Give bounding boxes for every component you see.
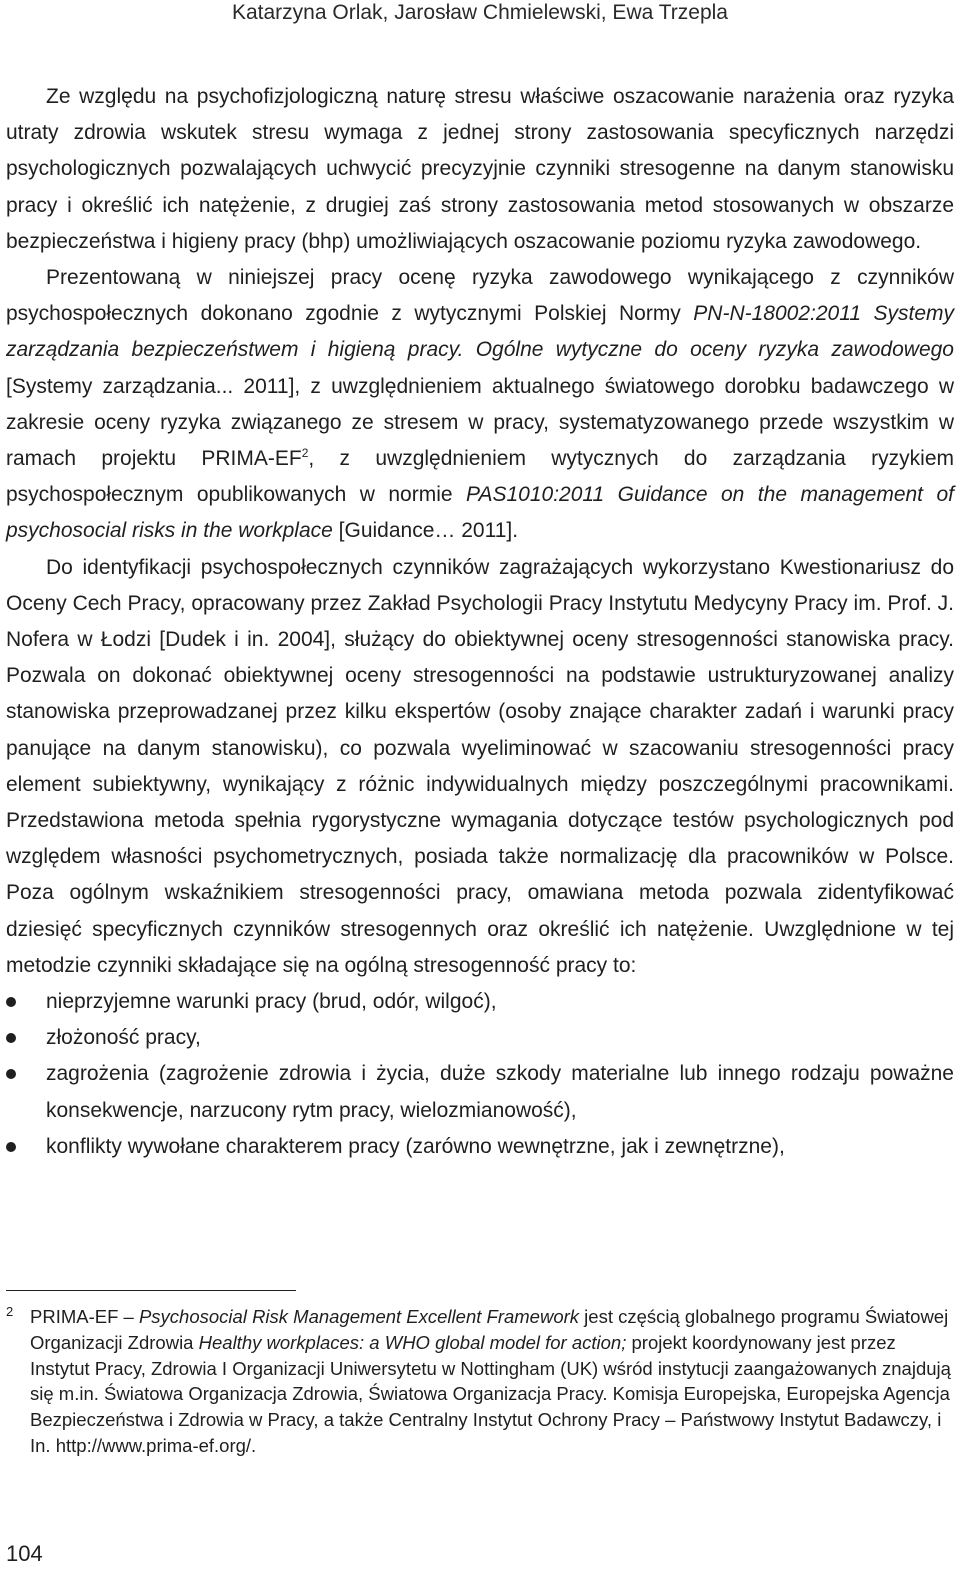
paragraph-1: Ze względu na psychofizjologiczną naturę stresu właściwe oszacowanie narażenia oraz ryzyka utraty zdrowia wskutek stresu wymaga z jednej strony zastosowania specyficznych narzędzi psychologicznych pozwalających uchwycić precyzyjnie czynniki stresogenne na danym stanowisku pracy i określić ich natężenie, z drugiej zaś strony zastosowania metod stosowanych w obszarze bezpieczeństwa i higieny pracy (bhp) umożliwiających oszacowanie poziomu ryzyka zawodowego. (6, 85, 954, 253)
paragraph-2 (6, 260, 954, 550)
list-item-text: zagrożenia (zagrożenie zdrowia i życia, duże szkody materialne lub innego rodzaju poważne konsekwencje, narzucony rytm pracy, wielozmianowość), (46, 1062, 954, 1122)
fn-framework-title: Psychosocial Risk Management Excellent Framework (138, 1306, 580, 1327)
bullet-icon (6, 1142, 16, 1152)
bullet-icon (6, 1069, 16, 1079)
bullet-icon (6, 997, 16, 1007)
main-text (6, 79, 954, 1165)
footnote-mark: 2 (6, 1304, 14, 1319)
p2-pas-title: PAS1010:2011 Guidance on the management of psychosocial risks in the workplace (6, 483, 954, 543)
p2-text-b: [Systemy zarządzania... 2011], z uwzględnieniem aktualnego światowego dorobku badawczego w zakresie oceny ryzyka związanego ze stresem w pracy, systematyzowanego przede wszystkim w ramach projektu PRIMA-EF (6, 374, 954, 471)
p2-text-d: [Guidance… 2011]. (332, 519, 519, 543)
list-item-text: złożoność pracy, (46, 1026, 201, 1050)
list-item-text: konflikty wywołane charakterem pracy (zarówno wewnętrzne, jak i zewnętrzne), (46, 1134, 785, 1158)
factor-list (6, 984, 954, 1165)
list-item (6, 1129, 954, 1165)
header-authors: Katarzyna Orlak, Jarosław Chmielewski, Ewa Trzepla (231, 1, 728, 24)
bullet-icon (6, 1033, 16, 1043)
footnote-separator (6, 1290, 296, 1291)
fn-who-title: Healthy workplaces: a WHO global model for action; (198, 1331, 627, 1353)
list-item-text: nieprzyjemne warunki pracy (brud, odór, wilgoć), (46, 990, 497, 1014)
fn-text-c: projekt koordynowany jest przez Instytut Pracy, Zdrowia I Organizacji Uniwersytetu w Nottingham (UK) wśród instytucji zaangażowanych znajdują się m.in. Światowa Organizacja Zdrowia, Światowa Organizacja Pracy. Komisja Europejska, Europejska Agencja Bezpieczeństwa i Zdrowia w Pracy, a także Centralny Instytut Ochrony Pracy – Państwowy Instytut Badawczy, i In. http://www.prima-ef.org/. (30, 1331, 951, 1456)
fn-text-b: jest częścią globalnego programu Światowej Organizacji Zdrowia (30, 1306, 949, 1353)
p2-norm-title: PN-N-18002:2011 Systemy zarządzania bezpieczeństwem i higieną pracy. Ogólne wytyczne do oceny ryzyka zawodowego (6, 302, 955, 362)
running-header (0, 0, 960, 30)
footnote-body (30, 1304, 954, 1459)
p2-text-a: Prezentowaną w niniejszej pracy ocenę ryzyka zawodowego wynikającego z czynników psychospołecznych dokonano zgodnie z wytycznymi Polskiej Normy (6, 266, 954, 326)
footnote-ref[interactable]: 2 (301, 446, 309, 461)
list-item (6, 984, 954, 1020)
footnote (6, 1304, 954, 1459)
list-item (6, 1056, 954, 1128)
p2-text-c: , z uwzględnieniem wytycznych do zarządzania ryzykiem psychospołecznym opublikowanych w normie (6, 447, 954, 507)
list-item (6, 1020, 954, 1056)
page-number: 104 (6, 1541, 43, 1566)
fn-text-a: PRIMA-EF – (30, 1306, 139, 1327)
paragraph-3: Do identyfikacji psychospołecznych czynników zagrażających wykorzystano Kwestionariusz do Oceny Cech Pracy, opracowany przez Zakład Psychologii Pracy Instytutu Medycyny Pracy im. Prof. J. Nofera w Łodzi [Dudek i in. 2004], służący do obiektywnej oceny stresogenności stanowiska pracy. Pozwala on dokonać obiektywnej oceny stresogenności na podstawie ustrukturyzowanej analizy stanowiska przeprowadzanej przez kilku ekspertów (osoby znające charakter zadań i warunki pracy panujące na danym stanowisku), co pozwala wyeliminować w szacowaniu stresogenności pracy element subiektywny, wynikający z różnic indywidualnych między poszczególnymi pracownikami. Przedstawiona metoda spełnia rygorystyczne wymagania dotyczące testów psychologicznych pod względem własności psychometrycznych, posiada także normalizację dla pracowników w Polsce. Poza ogólnym wskaźnikiem stresogenności pracy, omawiana metoda pozwala zidentyfikować dziesięć specyficznych czynników stresogennych oraz określić ich natężenie. Uwzględnione w tej metodzie czynniki składające się na ogólną stresogenność pracy to: (6, 555, 954, 977)
